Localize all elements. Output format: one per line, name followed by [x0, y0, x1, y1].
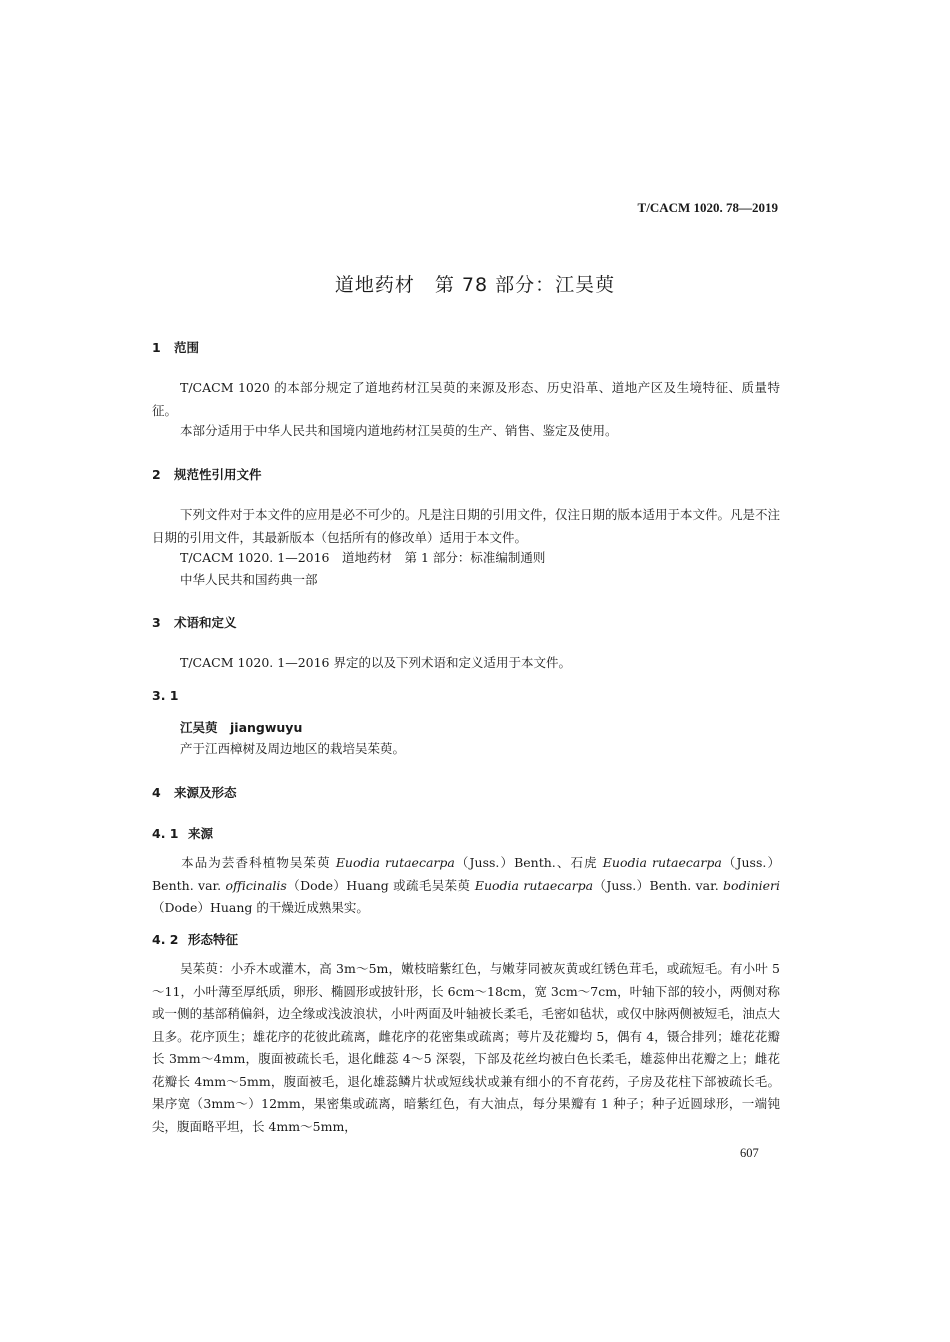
text-run: （Dode）Huang 的干燥近成熟果实。 [152, 900, 369, 915]
term-entry: 江吴萸 jiangwuyu [180, 720, 303, 735]
section-number: 2 [152, 467, 161, 482]
text-run: （Juss.）Benth. var. [593, 877, 719, 893]
subsection-4-2-heading [152, 930, 238, 948]
section-1-heading [152, 338, 199, 356]
section-4-heading [152, 783, 237, 801]
subsection-title: 来源 [188, 826, 214, 841]
section-2-heading [152, 465, 262, 483]
morphology-paragraph [152, 958, 780, 1138]
section-3-heading [152, 613, 237, 631]
section-3-paragraph-1 [152, 652, 780, 675]
section-number: 1 [152, 340, 161, 355]
latin-name: bodinieri [723, 877, 780, 893]
paragraph-text: 吴茱萸：小乔木或灌木，高 3m～5m，嫩枝暗紫红色，与嫩芽同被灰黄或红锈色茸毛，或疏短毛。有小叶 5～11，小叶薄至厚纸质，卵形、椭圆形或披针形，长 6cm～18cm，宽 3cm～7cm，叶轴下部的较小，两侧对称或一侧的基部稍偏斜，边全缘或浅波浪状，小叶两面及叶轴被长柔毛，毛密如毡状，或仅中脉两侧被短毛，油点大且多。花序顶生；雄花序的花彼此疏离，雌花序的花密集或疏离；萼片及花瓣均 5，偶有 4，镊合排列；雄花花瓣长 3mm～4mm，腹面被疏长毛，退化雌蕊 4～5 深裂，下部及花丝均被白色长柔毛，雄蕊伸出花瓣之上；雌花花瓣长 4mm～5mm，腹面被毛，退化雄蕊鳞片状或短线状或兼有细小的不育花药，子房及花柱下部被疏长毛。果序宽（3mm～）12mm，果密集或疏离，暗紫红色，有大油点，每分果瓣有 1 种子；种子近圆球形，一端钝尖，腹面略平坦，长 4mm～5mm， [152, 961, 780, 1134]
section-number: 3 [152, 615, 161, 630]
reference-2: 中华人民共和国药典一部 [180, 572, 318, 587]
paragraph-text: 本部分适用于中华人民共和国境内道地药材江吴萸的生产、销售、鉴定及使用。 [180, 423, 618, 438]
text-run: （Juss.）Benth.、石虎 [454, 855, 598, 870]
term-definition: 产于江西樟树及周边地区的栽培吴茱萸。 [180, 741, 406, 756]
text-run: 本品为芸香科植物吴茱萸 [180, 855, 331, 870]
subsection-number: 4. 1 [152, 826, 179, 841]
latin-name: Euodia rutaecarpa [335, 855, 455, 870]
page-title: 道地药材 第 78 部分：江吴萸 [334, 274, 616, 296]
subsection-3-1-number: 3. 1 [152, 688, 179, 703]
paragraph-text: T/CACM 1020. 1—2016 界定的以及下列术语和定义适用于本文件。 [180, 655, 571, 670]
section-number: 4 [152, 785, 161, 800]
standard-code: T/CACM 1020. 78—2019 [637, 200, 778, 215]
reference-1: T/CACM 1020. 1—2016 道地药材 第 1 部分：标准编制通则 [180, 550, 546, 565]
subsection-4-1-heading [152, 824, 213, 842]
latin-name: Euodia rutaecarpa [602, 855, 722, 870]
page-number: 607 [740, 1146, 759, 1160]
section-1-paragraph-2 [152, 420, 780, 443]
section-2-paragraph-1 [152, 504, 780, 549]
paragraph-text: T/CACM 1020 的本部分规定了道地药材江吴萸的来源及形态、历史沿革、道地产区及生境特征、质量特征。 [152, 380, 780, 418]
section-title: 范围 [174, 340, 200, 355]
section-title: 术语和定义 [174, 615, 237, 630]
latin-name: Euodia rutaecarpa [474, 877, 594, 893]
section-1-paragraph-1 [152, 377, 780, 422]
paragraph-text: 下列文件对于本文件的应用是必不可少的。凡是注日期的引用文件，仅注日期的版本适用于本文件。凡是不注日期的引用文件，其最新版本（包括所有的修改单）适用于本文件。 [152, 507, 781, 545]
subsection-title: 形态特征 [188, 932, 239, 947]
latin-name: officinalis [225, 877, 287, 893]
subsection-number: 4. 2 [152, 932, 179, 947]
section-title: 来源及形态 [174, 785, 237, 800]
text-run: （Juss.）Benth. var. [152, 855, 780, 893]
source-paragraph [152, 852, 780, 920]
text-run: （Dode）Huang 或疏毛吴茱萸 [286, 877, 471, 893]
section-title: 规范性引用文件 [174, 467, 262, 482]
